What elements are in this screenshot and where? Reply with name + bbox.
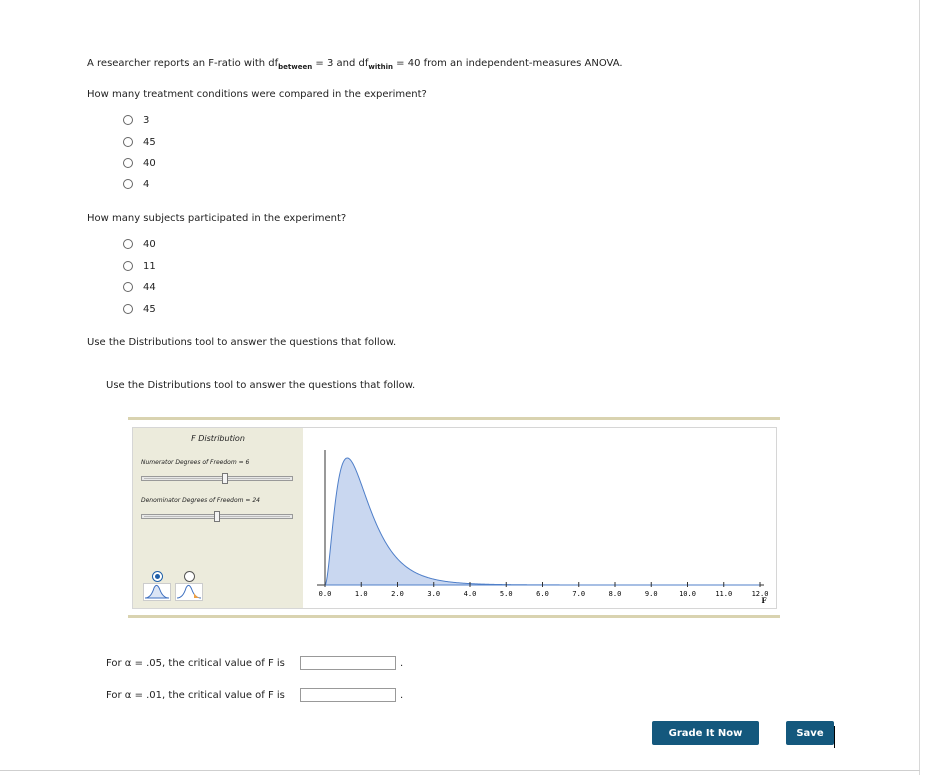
denominator-df-slider-thumb[interactable] <box>214 511 220 522</box>
option-label: 40 <box>143 157 156 169</box>
x-tick-label: 4.0 <box>463 590 477 598</box>
instruction-text-1: Use the Distributions tool to answer the questions that follow. <box>87 337 397 348</box>
radio-button[interactable] <box>123 239 133 249</box>
page-right-border <box>919 0 920 775</box>
grade-it-now-button[interactable]: Grade It Now <box>652 721 759 745</box>
stem-sub-between: between <box>278 63 313 71</box>
radio-button[interactable] <box>123 115 133 125</box>
f-density-curve <box>325 458 760 585</box>
option-label: 4 <box>143 178 150 190</box>
option-label: 40 <box>143 238 156 250</box>
mode-radio-one-tail[interactable] <box>152 571 163 582</box>
critical-value-01-row <box>106 690 285 701</box>
distributions-tool <box>132 427 777 609</box>
numerator-df-label: Numerator Degrees of Freedom = 6 <box>141 459 250 466</box>
question-stem <box>87 58 623 71</box>
q2-option-2[interactable] <box>123 259 156 273</box>
q2-option-3[interactable] <box>123 280 156 294</box>
page-bottom-border <box>0 770 920 771</box>
stem-text-1: A researcher reports an F-ratio with df <box>87 58 279 69</box>
one-tail-curve-icon[interactable] <box>143 583 171 601</box>
x-tick-label: 10.0 <box>679 590 696 598</box>
radio-button[interactable] <box>123 179 133 189</box>
x-tick-label: 0.0 <box>318 590 332 598</box>
denominator-df-label: Denominator Degrees of Freedom = 24 <box>141 497 260 504</box>
radio-button[interactable] <box>123 137 133 147</box>
radio-button[interactable] <box>123 158 133 168</box>
x-axis-label: F <box>761 596 767 605</box>
option-label: 11 <box>143 260 156 272</box>
instruction-text-2: Use the Distributions tool to answer the questions that follow. <box>106 380 416 391</box>
text-cursor <box>834 726 835 748</box>
question2-text: How many subjects participated in the experiment? <box>87 213 347 224</box>
critical-value-01-input[interactable] <box>300 688 396 702</box>
numerator-df-slider[interactable] <box>141 476 293 481</box>
critical-value-01-prompt: For α = .01, the critical value of F is <box>106 690 285 701</box>
q2-option-1[interactable] <box>123 237 156 251</box>
x-tick-label: 7.0 <box>572 590 586 598</box>
panel-bottom-rule <box>128 615 780 618</box>
stem-sub-within: within <box>368 63 393 71</box>
f-distribution-svg <box>305 428 775 608</box>
period-1: . <box>400 658 404 669</box>
x-tick-label: 1.0 <box>354 590 368 598</box>
q1-option-3[interactable] <box>123 156 156 170</box>
radio-button[interactable] <box>123 282 133 292</box>
x-tick-label: 12.0 <box>751 590 769 598</box>
q2-option-4[interactable] <box>123 302 156 316</box>
stem-text-3: = 40 from an independent-measures ANOVA. <box>392 58 623 69</box>
save-button[interactable]: Save <box>786 721 834 745</box>
mode-radio-two-tail[interactable] <box>184 571 195 582</box>
option-label: 45 <box>143 136 156 148</box>
question1-text: How many treatment conditions were compared in the experiment? <box>87 89 427 100</box>
critical-value-05-prompt: For α = .05, the critical value of F is <box>106 658 285 669</box>
slider-track <box>144 478 290 479</box>
x-tick-label: 11.0 <box>715 590 733 598</box>
stem-text-2: = 3 and df <box>312 58 369 69</box>
f-distribution-plot <box>305 428 775 608</box>
option-label: 3 <box>143 114 150 126</box>
x-tick-label: 9.0 <box>644 590 658 598</box>
option-label: 44 <box>143 281 156 293</box>
radio-button[interactable] <box>123 304 133 314</box>
curve-layer <box>325 458 760 585</box>
panel-top-rule <box>128 417 780 420</box>
distributions-tool-panel <box>128 417 780 619</box>
numerator-df-slider-thumb[interactable] <box>222 473 228 484</box>
tool-title: F Distribution <box>191 434 245 443</box>
critical-value-05-row <box>106 658 285 669</box>
q1-option-1[interactable] <box>123 113 149 127</box>
x-tick-label: 5.0 <box>499 590 513 598</box>
critical-value-05-input[interactable] <box>300 656 396 670</box>
one-tail-curve-icon-svg <box>144 584 170 600</box>
tool-controls <box>133 428 303 608</box>
x-tick-label: 8.0 <box>608 590 622 598</box>
q1-option-2[interactable] <box>123 135 156 149</box>
two-tail-curve-icon-svg <box>176 584 202 600</box>
period-2: . <box>400 690 404 701</box>
denominator-df-slider[interactable] <box>141 514 293 519</box>
radio-button[interactable] <box>123 261 133 271</box>
x-tick-label: 6.0 <box>536 590 549 598</box>
two-tail-curve-icon[interactable] <box>175 583 203 601</box>
option-label: 45 <box>143 303 156 315</box>
x-tick-label: 3.0 <box>427 590 441 598</box>
q1-option-4[interactable] <box>123 177 149 191</box>
x-tick-label: 2.0 <box>391 590 404 598</box>
